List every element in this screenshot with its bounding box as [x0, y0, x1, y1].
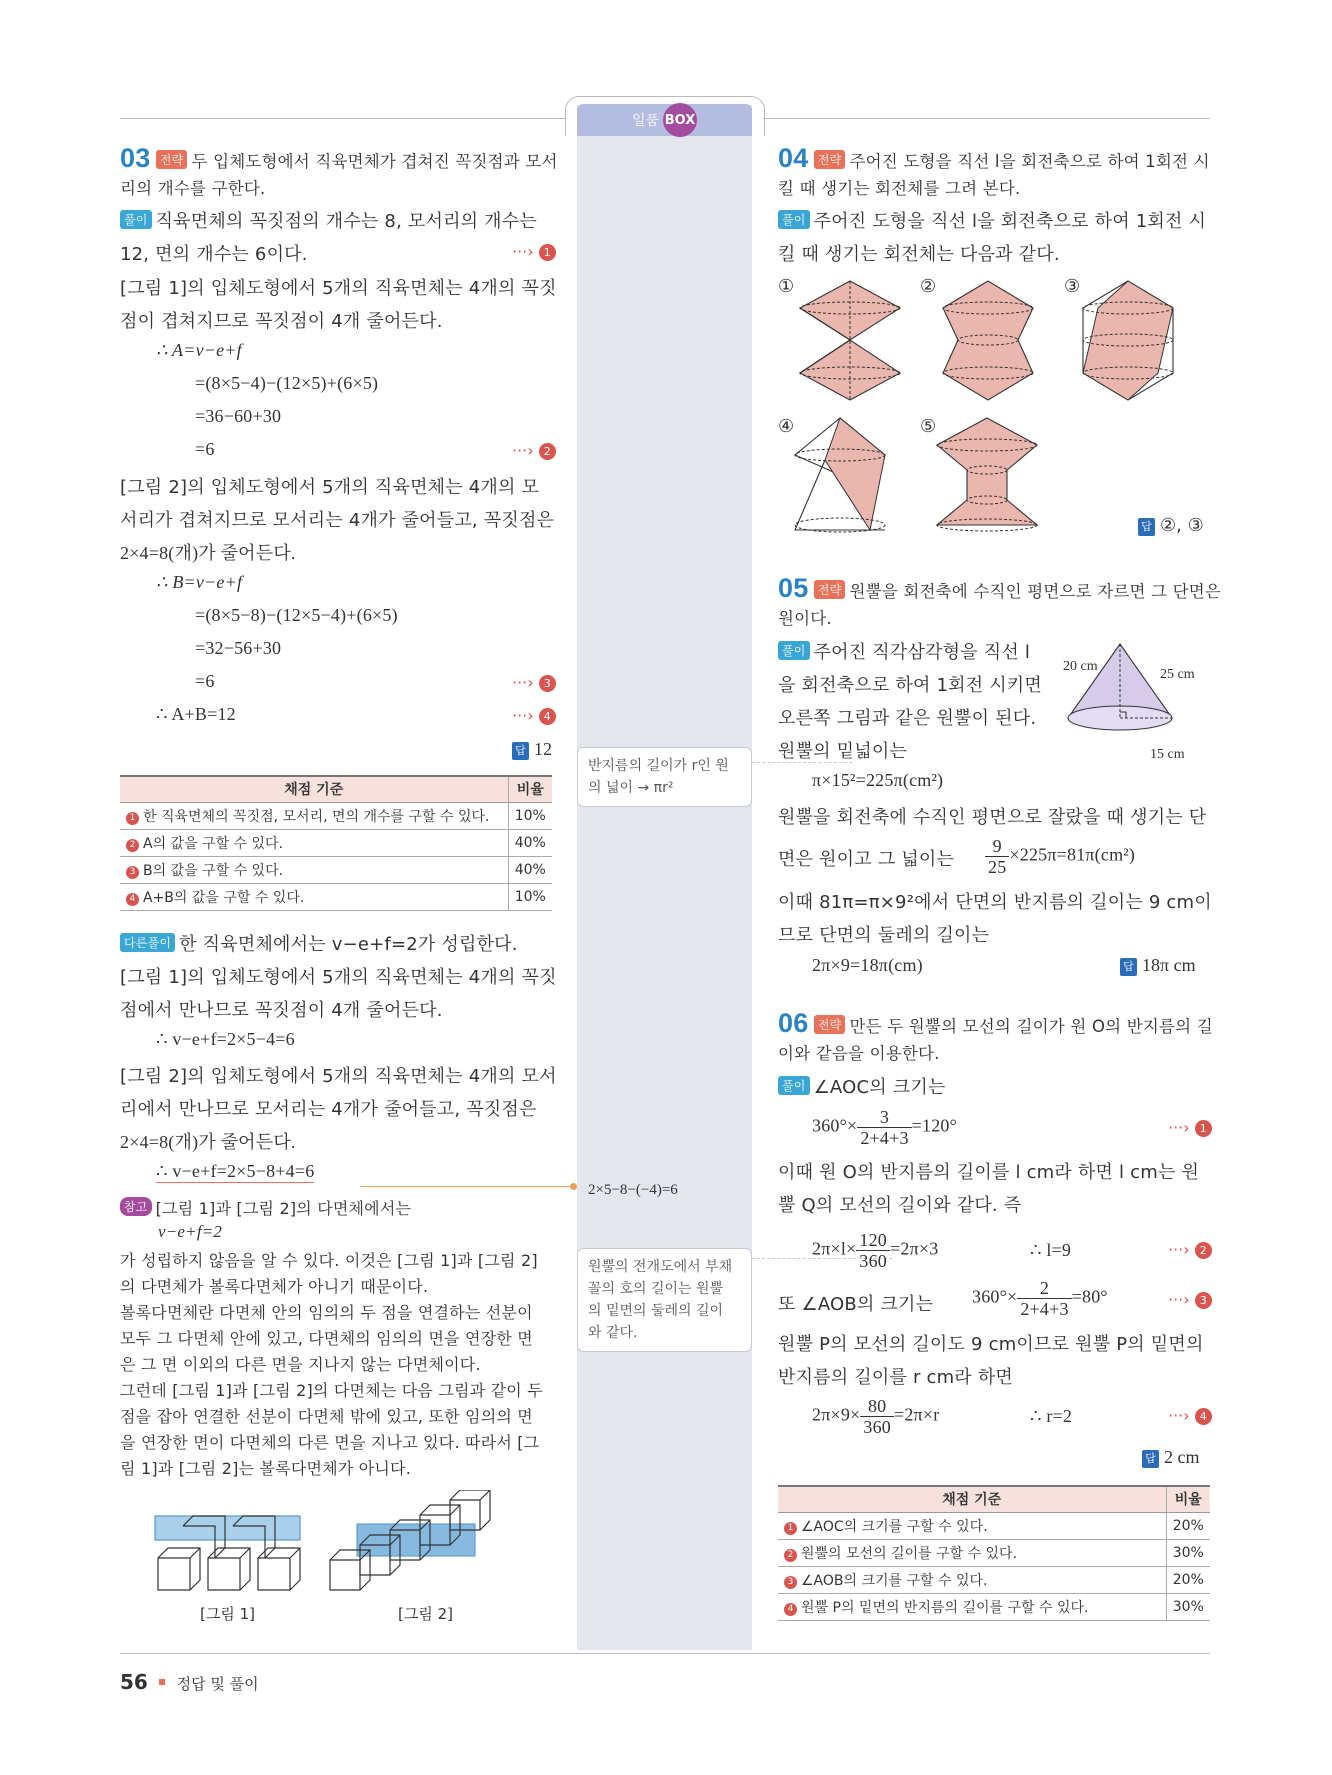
- tab-badge: BOX: [663, 103, 697, 137]
- text-line: 주어진 직각삼각형을 직선 l: [813, 642, 1031, 663]
- text-line: 그런데 [그림 1]과 [그림 2]의 다면체는 다음 그림과 같이 두: [120, 1381, 543, 1400]
- step-mark: ···› 1: [1168, 1118, 1212, 1137]
- text-line: 이때 원 O의 반지름의 길이를 l cm라 하면 l cm는 원: [778, 1162, 1200, 1183]
- math-line: ∴ B=v−e+f: [156, 572, 243, 592]
- fraction: $\frac{3}{2+4+3}$: [857, 1107, 911, 1148]
- solution-tag: 풀이: [120, 210, 152, 229]
- strategy-text: 리의 개수를 구한다.: [120, 179, 266, 198]
- table-row: 4 원뿔 P의 밑면의 반지름의 길이를 구할 수 있다. 30%: [778, 1593, 1210, 1620]
- math-line: ∴ A=v−e+f: [156, 340, 242, 360]
- text-line: 12, 면의 개수는 6이다.: [120, 244, 308, 265]
- math-line: =(8×5−8)−(12×5−4)+(6×5): [195, 605, 398, 625]
- text-line: 오른쪽 그림과 같은 원뿔이 된다.: [778, 708, 1037, 729]
- grading-table-03: [120, 775, 552, 911]
- footer-label: 정답 및 풀이: [176, 1675, 259, 1693]
- choice-label: ④: [778, 416, 795, 437]
- text-line: 원뿔 P의 모선의 길이도 9 cm이므로 원뿔 P의 밑면의: [778, 1334, 1204, 1355]
- strategy-text: 두 입체도형에서 직육면체가 겹쳐진 꼭짓점과 모서: [191, 152, 558, 171]
- strategy-tag: 전략: [156, 150, 188, 169]
- text-line: [그림 2]의 입체도형에서 5개의 직육면체는 4개의 모: [120, 477, 540, 498]
- math-line: ×225π=81π(cm²): [1009, 844, 1136, 865]
- figure-1-caption: [그림 1]: [200, 1605, 255, 1623]
- text-line: 반지름의 길이를 r cm라 하면: [778, 1367, 1013, 1388]
- math-line: =(8×5−4)−(12×5)+(6×5): [195, 373, 379, 393]
- math-line-underlined: ∴ v−e+f=2×5−8+4=6: [156, 1161, 315, 1181]
- figure-2-cubes: [325, 1490, 520, 1605]
- choice-label: ⑤: [920, 416, 937, 437]
- strategy-text: 원이다.: [778, 609, 832, 628]
- text-line: 점에서 만나므로 꼭짓점이 4개 줄어든다.: [120, 1000, 443, 1021]
- solid-2: [938, 278, 1038, 403]
- math-line: 2π×9=18π(cm): [812, 955, 923, 975]
- answer-icon: 답: [1120, 958, 1137, 976]
- text-line: [그림 2]의 입체도형에서 5개의 직육면체는 4개의 모서: [120, 1066, 557, 1087]
- table-row: 1 한 직육면체의 꼭짓점, 모서리, 면의 개수를 구할 수 있다. 10%: [120, 802, 552, 829]
- cone-label-slant: 25 cm: [1160, 667, 1195, 682]
- math-line: =6: [195, 439, 215, 459]
- math-line: ∴ r=2: [1030, 1406, 1073, 1426]
- connector-dot: [570, 1183, 577, 1190]
- answer: 답 ②, ③: [1138, 515, 1204, 536]
- answer-icon: 답: [1142, 1450, 1159, 1468]
- text-line: 이때 81π=π×9²에서 단면의 반지름의 길이는 9 cm이: [778, 892, 1212, 913]
- question-number: 05: [778, 573, 809, 603]
- text-line: 2×4=8(개)가 줄어든다.: [120, 543, 296, 563]
- text-line: 면은 원이고 그 넓이는: [778, 849, 955, 870]
- text-line: 원뿔을 회전축에 수직인 평면으로 잘랐을 때 생기는 단: [778, 807, 1207, 828]
- table-header: 비율: [1166, 1486, 1210, 1512]
- text-line: 리에서 만나므로 모서리는 4개가 줄어들고, 꼭짓점은: [120, 1099, 537, 1120]
- table-row: 3 ∠AOB의 크기를 구할 수 있다. 20%: [778, 1566, 1210, 1593]
- math-line: 360°× $\frac{3}{2+4+3}$ =120°: [812, 1107, 958, 1148]
- alt-solution-tag: 다른풀이: [120, 933, 175, 952]
- choice-label: ③: [1064, 276, 1081, 297]
- text-line: 점을 잡아 연결한 선분이 다면체 밖에 있고, 또한 임의의 면: [120, 1407, 533, 1426]
- fraction: $\frac{80}{360}$: [860, 1396, 894, 1437]
- table-row: 1 ∠AOC의 크기를 구할 수 있다. 20%: [778, 1512, 1210, 1539]
- answer: 답 12: [512, 739, 552, 760]
- text-line: 을 연장한 면이 다면체의 다른 면을 지나고 있다. 따라서 [그: [120, 1433, 540, 1452]
- step-mark: ···› 3: [1168, 1290, 1212, 1309]
- solid-5: [932, 415, 1042, 535]
- text-line: 볼록다면체란 다면체 안의 임의의 두 점을 연결하는 선분이: [120, 1303, 533, 1322]
- table-header: 채점 기준: [778, 1486, 1166, 1512]
- math-line: ∴ v−e+f=2×5−4=6: [156, 1029, 295, 1049]
- question-number: 04: [778, 143, 809, 173]
- connector-line: [360, 1186, 573, 1187]
- step-mark: ···› 4: [512, 706, 556, 725]
- grading-table-06: [778, 1485, 1210, 1621]
- strategy-tag: 전략: [814, 150, 846, 169]
- choice-label: ②: [920, 276, 937, 297]
- math-line: 2π×9× $\frac{80}{360}$ =2π×r: [812, 1396, 940, 1437]
- table-header: 비율: [508, 776, 552, 802]
- side-note-calc: 2×5−8−(−4)=6: [588, 1182, 678, 1198]
- table-row: 4 A+B의 값을 구할 수 있다. 10%: [120, 883, 552, 910]
- text-line: [그림 1]의 입체도형에서 5개의 직육면체는 4개의 꼭짓: [120, 967, 557, 988]
- page-number: 56: [120, 1670, 148, 1694]
- solution-tag: 풀이: [778, 1076, 810, 1095]
- text-line: 림 1]과 [그림 2]는 볼록다면체가 아니다.: [120, 1459, 411, 1478]
- side-note-cone-net: 원뿔의 전개도에서 부채 꼴의 호의 길이는 원뿔 의 밑면의 둘레의 길이 와 같다.: [577, 1248, 752, 1352]
- strategy-text: 원뿔을 회전축에 수직인 평면으로 자르면 그 단면은: [849, 582, 1222, 601]
- answer: 답 2 cm: [1142, 1447, 1200, 1468]
- strategy-tag: 전략: [814, 580, 846, 599]
- header-rule-left: [120, 118, 565, 119]
- text-line: 직육면체의 꼭짓점의 개수는 8, 모서리의 개수는: [155, 211, 537, 232]
- answer-icon: 답: [1138, 518, 1155, 536]
- table-row: 2 A의 값을 구할 수 있다. 40%: [120, 829, 552, 856]
- cone-label-radius: 15 cm: [1150, 747, 1185, 762]
- text-line: 므로 단면의 둘레의 길이는: [778, 925, 990, 946]
- math-line: 2π×l× $\frac{120}{360}$ =2π×3: [812, 1230, 939, 1271]
- math-line: v−e+f=2: [158, 1222, 223, 1241]
- step-mark: ···› 1: [512, 242, 556, 261]
- table-row: 3 B의 값을 구할 수 있다. 40%: [120, 856, 552, 883]
- answer: 답 18π cm: [1120, 955, 1196, 976]
- text-line: 은 그 면 이외의 다른 면을 지나지 않는 다면체이다.: [120, 1355, 481, 1374]
- text-line: [그림 1]과 [그림 2]의 다면체에서는: [155, 1199, 412, 1218]
- cone-figure: [1060, 640, 1180, 740]
- solution-tag: 풀이: [778, 641, 810, 660]
- text-line: 뿔 Q의 모선의 길이와 같다. 즉: [778, 1195, 1022, 1216]
- math-line: 360°× $\frac{2}{2+4+3}$ =80°: [972, 1278, 1108, 1319]
- question-number: 06: [778, 1008, 809, 1038]
- strategy-text: 만든 두 원뿔의 모선의 길이가 원 O의 반지름의 길: [849, 1017, 1213, 1036]
- fraction: $\frac{120}{360}$: [856, 1230, 890, 1271]
- step-mark: ···› 2: [1168, 1240, 1212, 1259]
- fraction: $\frac{2}{2+4+3}$: [1017, 1278, 1071, 1319]
- text-line: 또 ∠AOB의 크기는: [778, 1294, 934, 1315]
- text-line: 모두 그 다면체 안에 있고, 다면체의 임의의 면을 연장한 면: [120, 1329, 533, 1348]
- footer-bullet: [159, 1679, 165, 1685]
- strategy-text: 주어진 도형을 직선 l을 회전축으로 하여 1회전 시: [849, 152, 1210, 171]
- solid-4: [790, 415, 890, 535]
- side-note-circle-area: 반지름의 길이가 r인 원 의 넓이 → πr²: [577, 747, 752, 807]
- math-line: =6: [195, 671, 215, 691]
- side-column-title: [577, 104, 752, 136]
- text-line: 가 성립하지 않음을 알 수 있다. 이것은 [그림 1]과 [그림 2]: [120, 1251, 538, 1270]
- strategy-text: 킬 때 생기는 회전체를 그려 본다.: [778, 179, 1021, 198]
- math-line: =36−60+30: [195, 406, 282, 426]
- tab-label: 일품: [631, 113, 660, 129]
- reference-tag: 참고: [120, 1197, 152, 1216]
- text-line: 한 직육면체에서는 v−e+f=2가 성립한다.: [179, 934, 518, 955]
- text-line: [그림 1]의 입체도형에서 5개의 직육면체는 4개의 꼭짓: [120, 278, 557, 299]
- math-line: =32−56+30: [195, 638, 282, 658]
- footer-rule: [120, 1653, 1210, 1654]
- cone-label-height: 20 cm: [1063, 659, 1098, 674]
- text-line: 원뿔의 밑넓이는: [778, 741, 908, 762]
- fraction: $\frac{9}{25}$: [985, 836, 1009, 877]
- step-mark: ···› 2: [512, 441, 556, 460]
- table-header: 채점 기준: [120, 776, 508, 802]
- math-line: π×15²=225π(cm²): [812, 770, 944, 790]
- text-line: 주어진 도형을 직선 l을 회전축으로 하여 1회전 시: [813, 211, 1207, 232]
- text-line: 킬 때 생기는 회전체는 다음과 같다.: [778, 244, 1060, 265]
- text-line: 점이 겹쳐지므로 꼭짓점이 4개 줄어든다.: [120, 311, 443, 332]
- math-line: ∴ l=9: [1030, 1240, 1072, 1260]
- table-row: 2 원뿔의 모선의 길이를 구할 수 있다. 30%: [778, 1539, 1210, 1566]
- solid-1: [795, 278, 905, 403]
- step-mark: ···› 4: [1168, 1406, 1212, 1425]
- solid-3: [1078, 278, 1178, 403]
- side-column: [577, 105, 752, 1650]
- text-line: 2×4=8(개)가 줄어든다.: [120, 1132, 296, 1152]
- text-line: 의 다면체가 볼록다면체가 아니기 때문이다.: [120, 1277, 429, 1296]
- math-line: ∴ A+B=12: [156, 704, 236, 724]
- choice-label: ①: [778, 276, 795, 297]
- footer: [120, 1670, 259, 1694]
- text-line: 서리가 겹쳐지므로 모서리는 4개가 줄어들고, 꼭짓점은: [120, 510, 555, 531]
- solution-tag: 풀이: [778, 210, 810, 229]
- figure-2-caption: [그림 2]: [398, 1605, 453, 1623]
- question-number: 03: [120, 143, 151, 173]
- text-line: 을 회전축으로 하여 1회전 시키면: [778, 675, 1042, 696]
- strategy-tag: 전략: [814, 1015, 846, 1034]
- figure-1-cubes: [150, 1498, 310, 1606]
- math-line: ∠AOC의 크기는: [813, 1077, 946, 1098]
- answer-icon: 답: [512, 742, 529, 760]
- header-rule-right: [765, 118, 1210, 119]
- strategy-text: 이와 같음을 이용한다.: [778, 1044, 940, 1063]
- step-mark: ···› 3: [512, 673, 556, 692]
